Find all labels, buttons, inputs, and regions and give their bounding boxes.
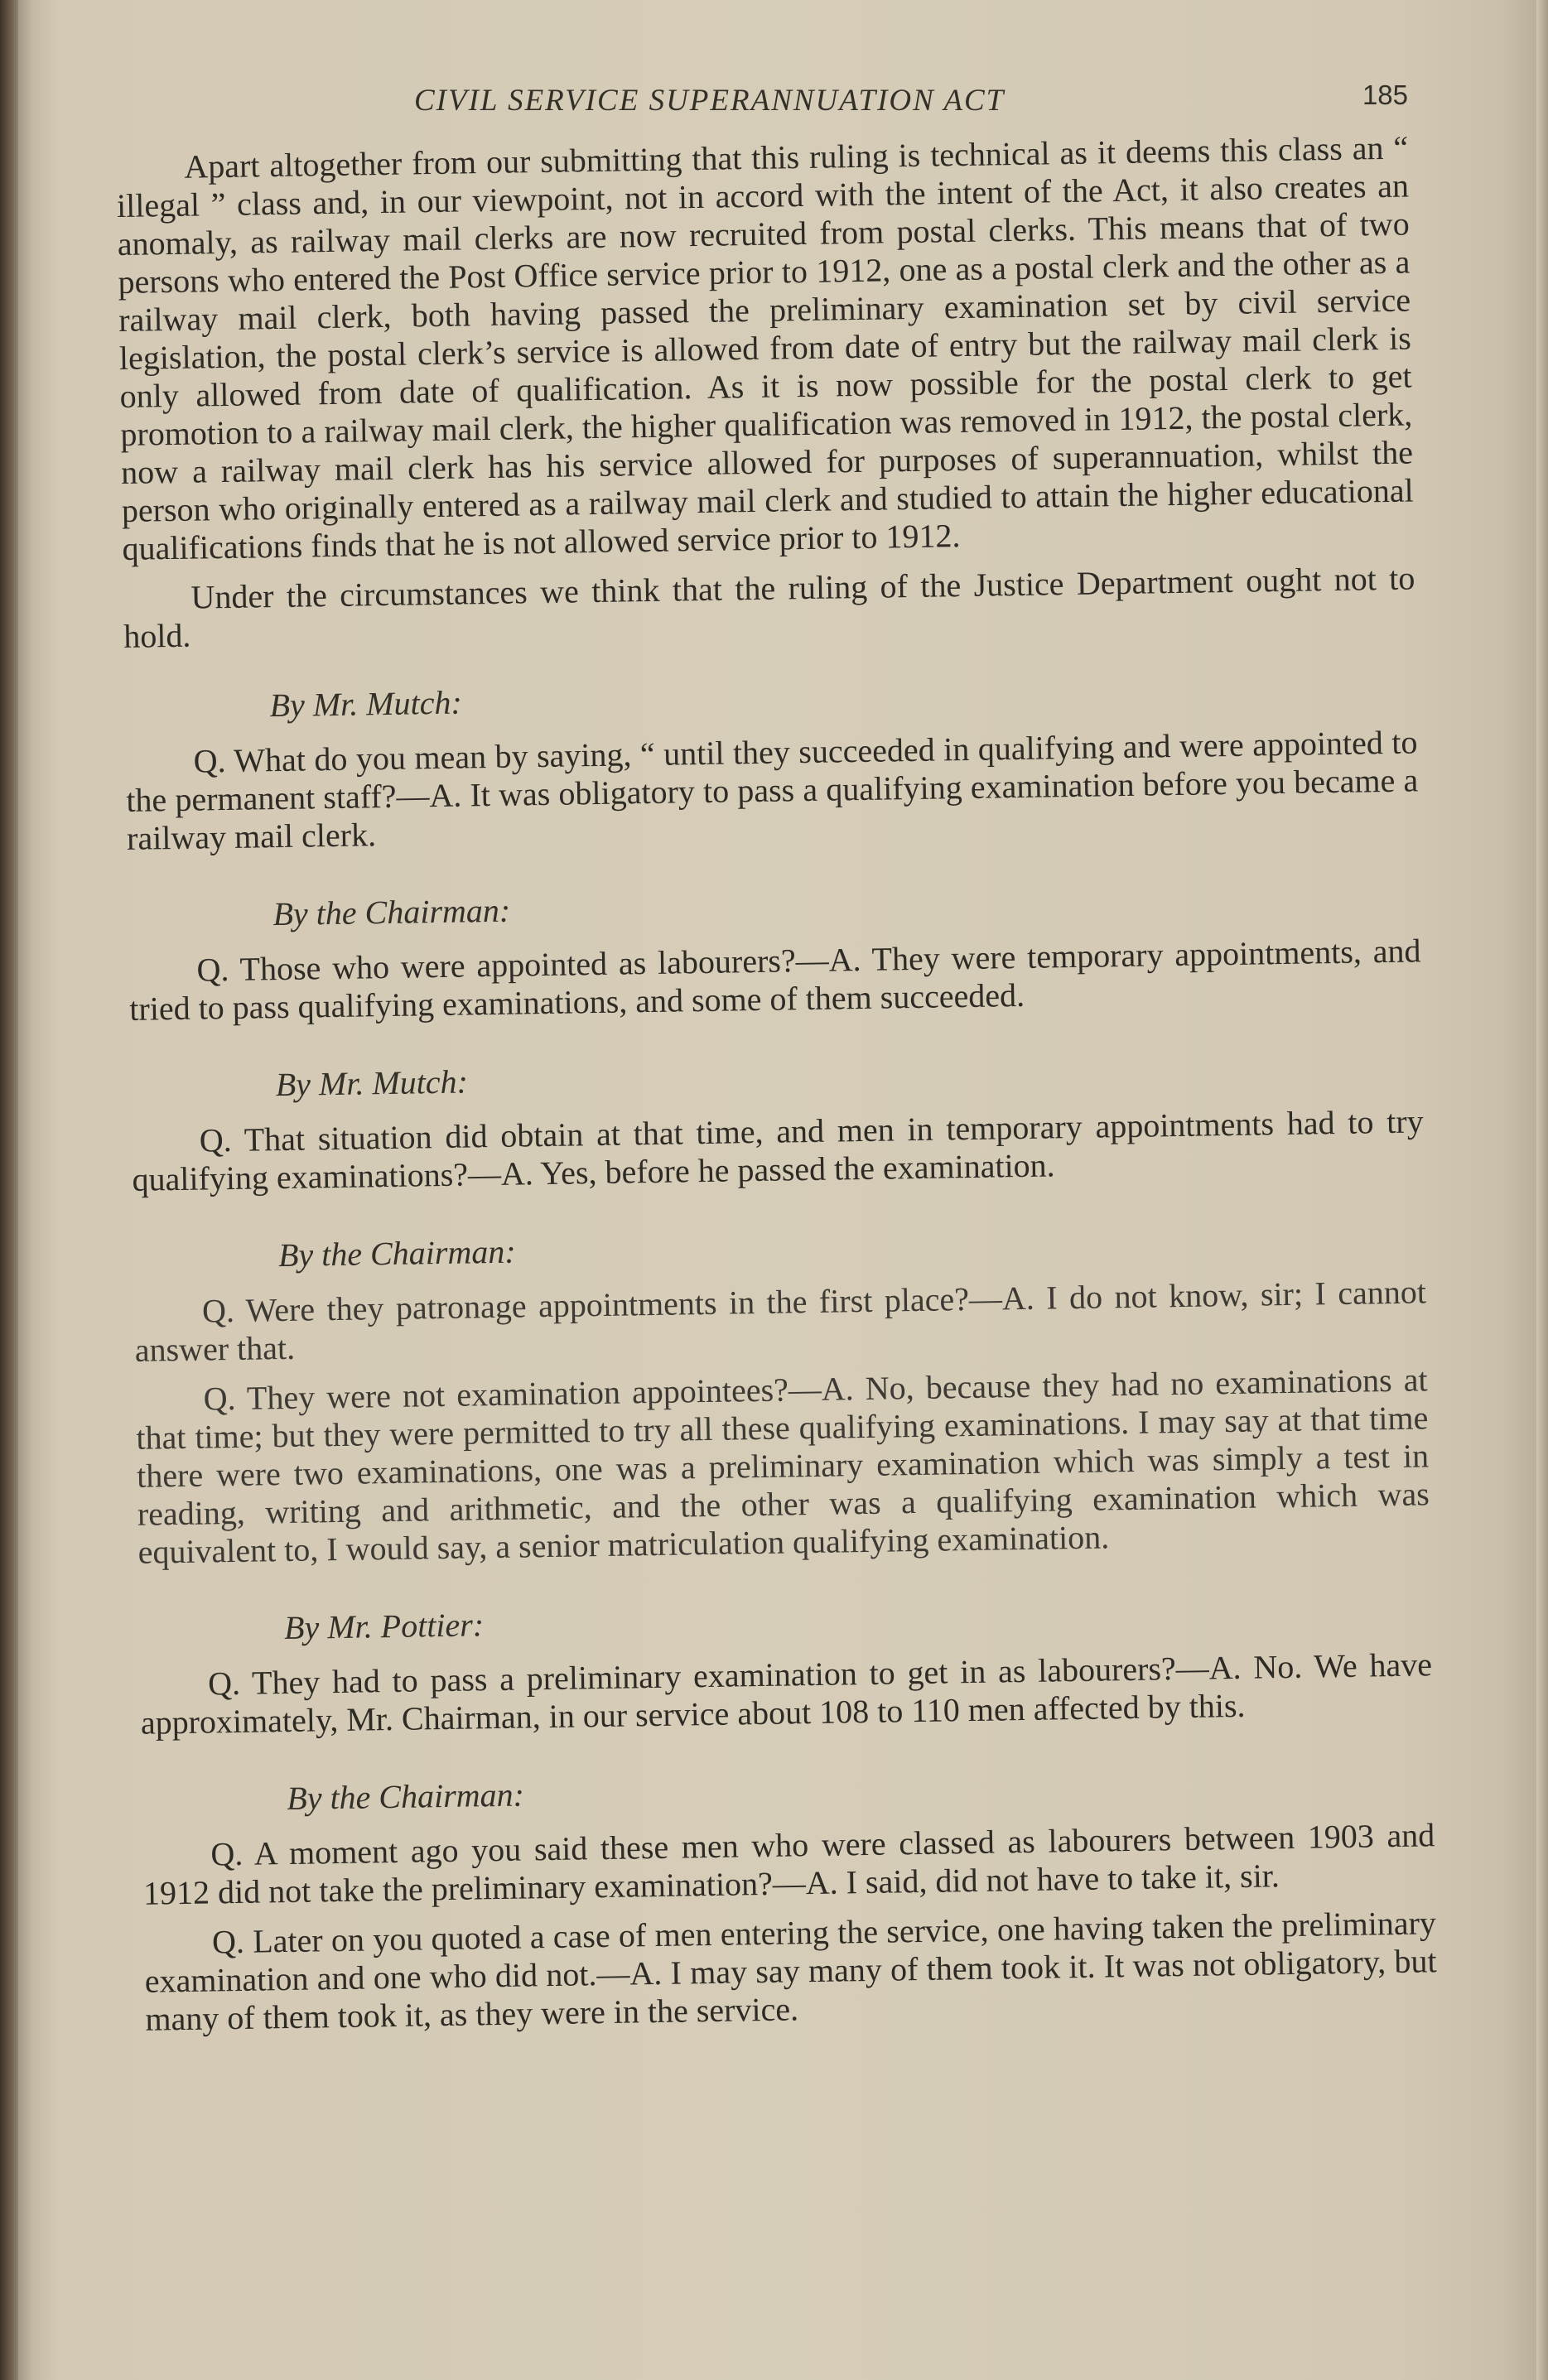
question-answer: Q. What do you mean by saying, “ until they succeeded in qualifying and were appointed to the permanent staff?—A. It was obligatory to pass a qualifying examination before you became a railway mail clerk.: [126, 723, 1419, 857]
speaker-heading: By the Chairman:: [277, 1232, 516, 1274]
question-answer: Q. Were they patronage appointments in the first place?—A. I do not know, sir; I cannot answer that.: [134, 1273, 1427, 1369]
question-answer: Q. Later on you quoted a case of men entering the service, one having taken the preliminary examination and one who did not.—A. I may say many of them took it. It was not obligatory, but many of them took it, as they were in the service.: [144, 1904, 1437, 2038]
page-number: 185: [1362, 79, 1408, 110]
page-body: [116, 128, 1438, 2038]
question-answer: Q. Those who were appointed as labourers?—A. They were temporary appointments, and tried to pass qualifying examinations, and some of them succeeded.: [128, 932, 1421, 1028]
page-header: [116, 76, 1408, 126]
exchange: [128, 877, 1421, 1028]
question-answer: Q. A moment ago you said these men who were classed as labourers between 1903 and 1912 did not take the preliminary examination?—A. I said, did not have to take it, sir.: [142, 1816, 1435, 1912]
exchange: [139, 1591, 1433, 1742]
page-edge: [1536, 0, 1548, 2380]
book-spine-shadow: [0, 0, 18, 2380]
speaker-heading: By Mr. Mutch:: [275, 1062, 469, 1104]
exchange: [133, 1218, 1430, 1571]
speaker-heading: By Mr. Pottier:: [283, 1606, 485, 1647]
question-answer: Q. That situation did obtain at that time, and men in temporary appointments had to try qualifying examinations?—A. Yes, before he passed the examination.: [132, 1102, 1424, 1198]
paragraph: Apart altogether from our submitting that this ruling is technical as it deems this class an “ illegal ” class and, in our viewpoint, not in accord with the intent of the Act, it also creates an anomaly, as railway mail clerks are now recruited from postal clerks. This means that of two persons who entered the Post Office service prior to 1912, one as a postal clerk and the other as a railway mail clerk, both having passed the preliminary examination set by civil service legislation, the postal clerk’s service is allowed from date of entry but the railway mail clerk is only allowed from date of qualification. As it is now possible for the postal clerk to get promotion to a railway mail clerk, the higher qualification was removed in 1912, the postal clerk, now a railway mail clerk has his service allowed for purposes of superannuation, whilst the person who originally entered as a railway mail clerk and studied to attain the higher educational qualifications finds that he is not allowed service prior to 1912.: [116, 128, 1415, 567]
running-head: CIVIL SERVICE SUPERANNUATION ACT: [414, 84, 1005, 118]
exchange: [124, 668, 1419, 857]
question-answer: Q. They had to pass a preliminary examination to get in as labourers?—A. No. We have approximately, Mr. Chairman, in our service about 108 to 110 men affected by this.: [140, 1645, 1433, 1742]
speaker-heading: By the Chairman:: [272, 891, 511, 933]
exchange: [142, 1761, 1438, 2038]
question-answer: Q. They were not examination appointees?—A. No, because they had no examinations at that time; but they were permitted to try all these qualifying examinations. I may say at that time there were two examinations, one was a preliminary examination which was simply a test in reading, writing and arithmetic, and the other was a qualifying examination which was equivalent to, I would say, a senior matriculation qualifying examination.: [136, 1361, 1430, 1571]
exchange: [130, 1048, 1424, 1198]
speaker-heading: By Mr. Mutch:: [269, 683, 463, 725]
speaker-heading: By the Chairman:: [286, 1775, 525, 1818]
paragraph: Under the circumstances we think that the ruling of the Justice Department ought not to hold.: [123, 559, 1415, 655]
